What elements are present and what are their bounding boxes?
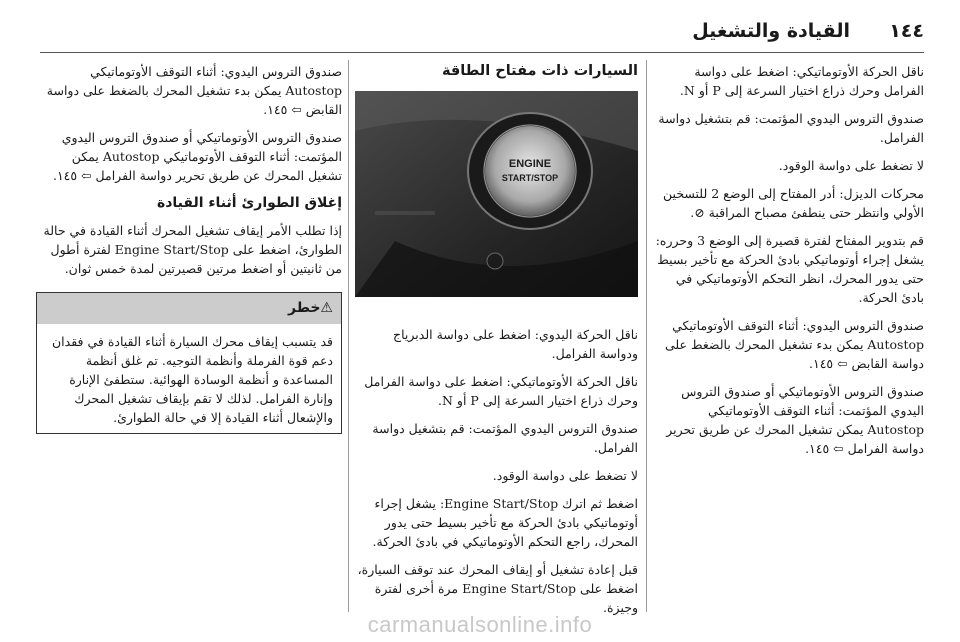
column-middle (355, 62, 638, 626)
watermark: carmanualsonline.info (367, 612, 593, 637)
page-header (0, 0, 960, 48)
paragraph-automated-manual: صندوق التروس اليدوي المؤتمت: قم بتشغيل دواسة الفرامل. (372, 421, 638, 455)
paragraph-automatic-autostop: صندوق التروس الأوتوماتيكي أو صندوق التروس اليدوي المؤتمت: أثناء التوقف الأوتوماتيكي Autostop يمكن تشغيل المحرك عن طريق تحرير دواسة الفرامل ⇦ ١٤٥. (666, 384, 924, 456)
column-divider-1 (646, 60, 647, 612)
paragraph-automatic-transmission: ناقل الحركة الأوتوماتيكي: اضغط على دواسة الفرامل وحرك ذراع اختيار السرعة إلى P أو N. (364, 374, 638, 408)
button-text-start-stop: START/STOP (501, 173, 559, 183)
button-text-engine: ENGINE (508, 158, 552, 170)
column-divider-2 (348, 60, 349, 612)
paragraph-no-accelerator: لا تضغط على دواسة الوقود. (492, 468, 638, 483)
power-key-heading: السيارات ذات مفتاح الطاقة (441, 63, 638, 79)
danger-warning-box (36, 292, 342, 434)
emergency-shutdown-heading: إغلاق الطوارئ أثناء القيادة (156, 195, 342, 211)
paragraph-automatic-autostop: صندوق التروس الأوتوماتيكي أو صندوق التروس اليدوي المؤتمت: أثناء التوقف الأوتوماتيكي Autostop يمكن تشغيل المحرك عن طريق تحرير دواسة الفرامل ⇦ ١٤٥. (52, 130, 342, 183)
paragraph-manual-transmission: ناقل الحركة اليدوي: اضغط على دواسة الدبرياج ودواسة الفرامل. (393, 327, 638, 361)
danger-warning-title: ⚠خطر (37, 293, 341, 324)
column-right (652, 62, 924, 467)
paragraph-automated-manual: صندوق التروس اليدوي المؤتمت: قم بتشغيل دواسة الفرامل. (658, 111, 924, 145)
engine-start-stop-photo (355, 91, 638, 297)
page-number: ١٤٤ (889, 20, 924, 42)
paragraph-manual-autostop: صندوق التروس اليدوي: أثناء التوقف الأوتوماتيكي Autostop يمكن بدء تشغيل المحرك بالضغط على دواسة القابض ⇦ ١٤٥. (46, 64, 342, 117)
paragraph-automatic-transmission: ناقل الحركة الأوتوماتيكي: اضغط على دواسة الفرامل وحرك ذراع اختيار السرعة إلى P أو N. (679, 64, 924, 98)
paragraph-restart-or-stop: قبل إعادة تشغيل أو إيقاف المحرك عند توقف السيارة، اضغط على Engine Start/Stop مرة أخرى لفترة وجيزة. (357, 562, 638, 615)
paragraph-press-start-stop: اضغط ثم اترك Engine Start/Stop: يشغل إجراء أوتوماتيكي بادئ الحركة مع تأخير بسيط حتى يدور المحرك، راجع التحكم الأوتوماتيكي في بادئ الحركة. (372, 496, 638, 549)
column-left (36, 62, 342, 434)
paragraph-emergency-shutdown: إذا تطلب الأمر إيقاف تشغيل المحرك أثناء القيادة في حالة الطوارئ، اضغط على Engine Start/Stop لفترة أطول من ثانيتين أو اضغط مرتين قصيرتين لمدة خمس ثوان. (43, 223, 342, 276)
section-title: القيادة والتشغيل (692, 20, 850, 42)
paragraph-turn-key: قم بتدوير المفتاح لفترة قصيرة إلى الوضع 3 وحرره: يشغل إجراء أوتوماتيكي بادئ الحركة مع تأخير بسيط حتى يدور المحرك، انظر التحكم الأوتوماتيكي في بادئ الحركة. (655, 233, 924, 305)
paragraph-diesel-preheat: محركات الديزل: أدر المفتاح إلى الوضع 2 للتسخين الأولي وانتظر حتى ينطفئ مصباح المراقبة ⊘. (663, 186, 924, 220)
paragraph-no-accelerator: لا تضغط على دواسة الوقود. (778, 158, 924, 173)
danger-warning-body: قد يتسبب إيقاف محرك السيارة أثناء القيادة في فقدان دعم قوة الفرملة وأنظمة التوجيه. تم غلق أنظمة المساعدة و أنظمة الوسادة الهوائية. ستطفئ الإنارة وإنارة الفرامل. لذلك لا تقم بإيقاف تشغيل المحرك والإشعال أثناء القيادة إلا في حالة الطوارئ. (52, 334, 333, 425)
engine-start-stop-illustration (355, 91, 638, 297)
paragraph-manual-autostop: صندوق التروس اليدوي: أثناء التوقف الأوتوماتيكي Autostop يمكن بدء تشغيل المحرك بالضغط على دواسة القابض ⇦ ١٤٥. (665, 318, 924, 371)
header-rule (40, 52, 924, 53)
